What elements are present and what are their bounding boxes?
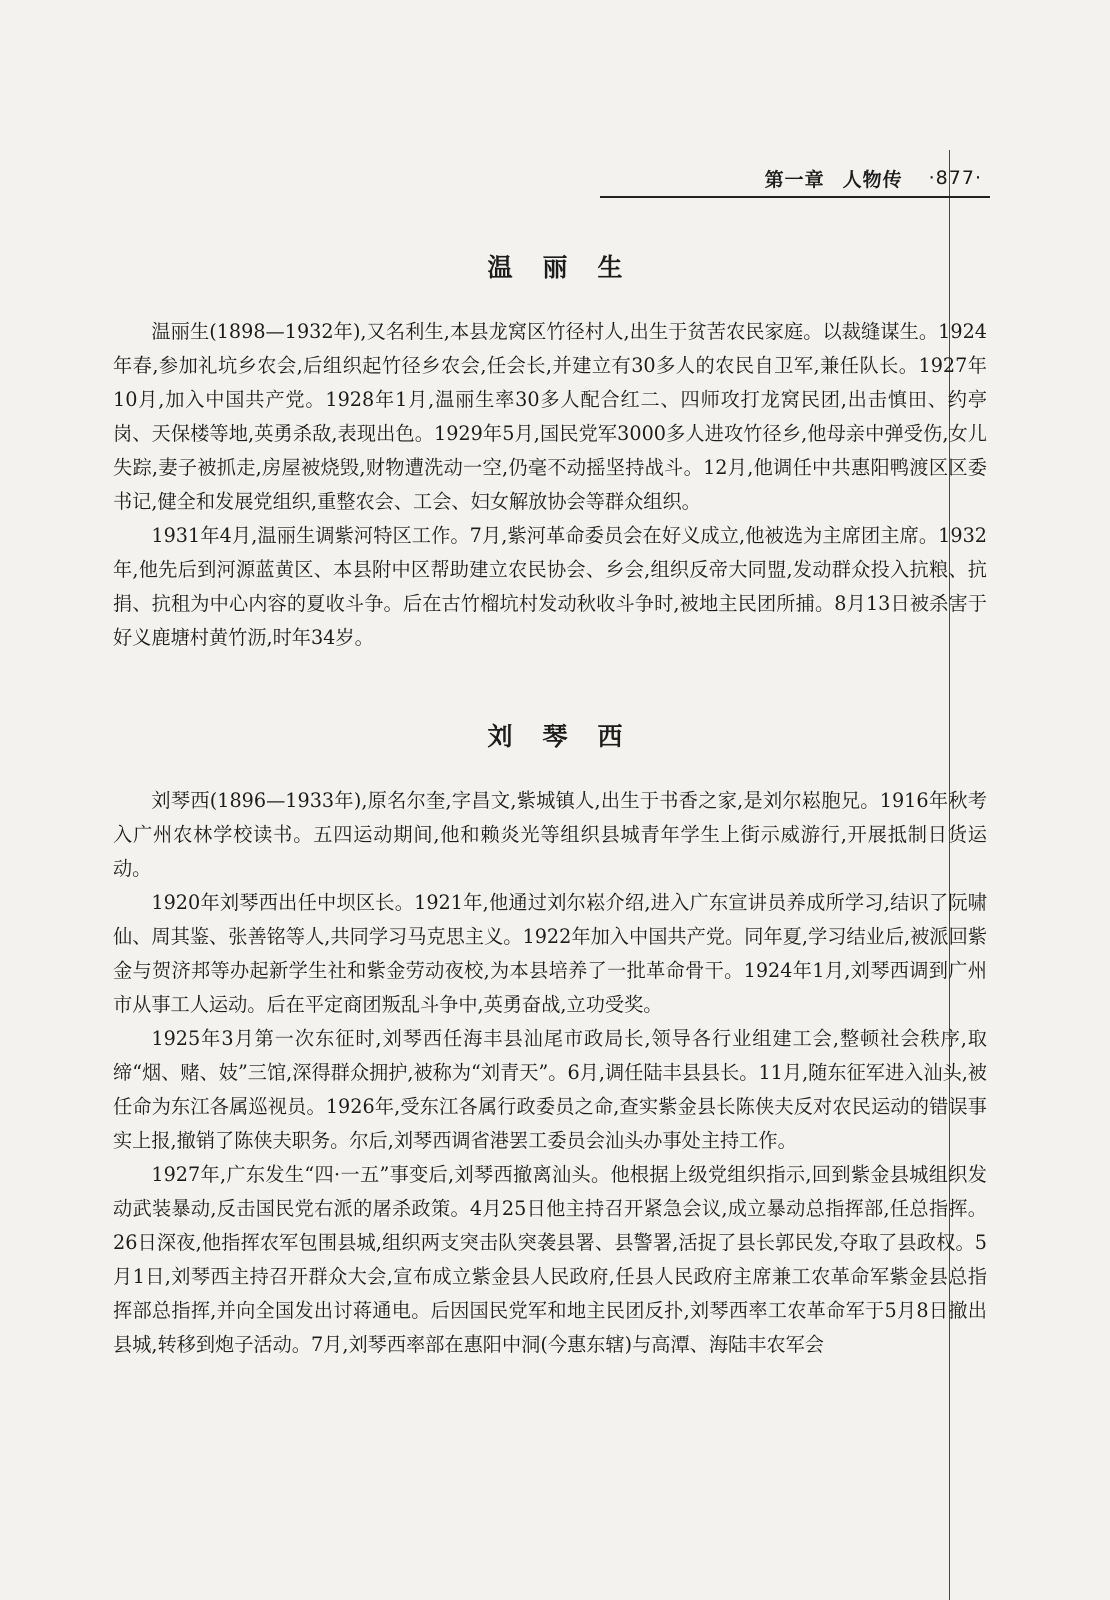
biography-paragraph: 温丽生(1898—1932年),又名利生,本县龙窝区竹径村人,出生于贫苦农民家庭。以裁缝谋生。1924年春,参加礼坑乡农会,后组织起竹径乡农会,任会长,并建立有30多人的农民自卫军,兼任队长。1927年10月,加入中国共产党。1928年1月,温丽生率30多人配合红二、四师攻打龙窝民团,出击慎田、约亭岗、天保楼等地,英勇杀敌,表现出色。1929年5月,国民党军3000多人进攻竹径乡,他母亲中弹受伤,女儿失踪,妻子被抓走,房屋被烧毁,财物遭洗动一空,仍毫不动摇坚持战斗。12月,他调任中共惠阳鸭渡区区委书记,健全和发展党组织,重整农会、工会、妇女解放协会等群众组织。 <box>113 320 987 513</box>
biography-paragraph: 1920年刘琴西出任中坝区长。1921年,他通过刘尔崧介绍,进入广东宣讲员养成所学习,结识了阮啸仙、周其鉴、张善铭等人,共同学习马克思主义。1922年加入中国共产党。同年夏,学习结业后,被派回紫金与贺济邦等办起新学生社和紫金劳动夜校,为本县培养了一批革命骨干。1924年1月,刘琴西调到广州市从事工人运动。后在平定商团叛乱斗争中,英勇奋战,立功受奖。 <box>113 891 987 1016</box>
biography-body <box>113 315 987 655</box>
chapter-label: 第一章 <box>764 168 825 191</box>
biography-title: 温丽生 <box>487 253 653 282</box>
biography-title: 刘琴西 <box>487 722 653 751</box>
section-label: 人物传 <box>842 168 903 191</box>
biography-body <box>113 784 987 1362</box>
running-header <box>600 160 990 198</box>
biography-paragraph: 1927年,广东发生“四·一五”事变后,刘琴西撤离汕头。他根据上级党组织指示,回到紫金县城组织发动武装暴动,反击国民党右派的屠杀政策。4月25日他主持召开紧急会议,成立暴动总指挥部,任总指挥。26日深夜,他指挥农军包围县城,组织两支突击队突袭县署、县警署,活捉了县长郭民发,夺取了县政权。5月1日,刘琴西主持召开群众大会,宣布成立紫金县人民政府,任县人民政府主席兼工农革命军紫金县总指挥部总指挥,并向全国发出讨蒋通电。后因国民党军和地主民团反扑,刘琴西率工农革命军于5月8日撤出县城,转移到炮子活动。7月,刘琴西率部在惠阳中洞(今惠东辖)与高潭、海陆丰农军会 <box>113 1163 987 1356</box>
biography-paragraph: 1931年4月,温丽生调紫河特区工作。7月,紫河革命委员会在好义成立,他被选为主席团主席。1932年,他先后到河源蓝黄区、本县附中区帮助建立农民协会、乡会,组织反帝大同盟,发动群众投入抗粮、抗捐、抗租为中心内容的夏收斗争。后在古竹榴坑村发动秋收斗争时,被地主民团所捕。8月13日被杀害于好义鹿塘村黄竹沥,时年34岁。 <box>113 524 987 649</box>
biography-paragraph: 1925年3月第一次东征时,刘琴西任海丰县汕尾市政局长,领导各行业组建工会,整顿社会秩序,取缔“烟、赌、妓”三馆,深得群众拥护,被称为“刘青天”。6月,调任陆丰县县长。11月,随东征军进入汕头,被任命为东江各属巡视员。1926年,受东江各属行政委员之命,查实紫金县长陈侠夫反对农民运动的错误事实上报,撤销了陈侠夫职务。尔后,刘琴西调省港罢工委员会汕头办事处主持工作。 <box>113 1027 987 1152</box>
biography-paragraph: 刘琴西(1896—1933年),原名尔奎,字昌文,紫城镇人,出生于书香之家,是刘尔崧胞兄。1916年秋考入广州农林学校读书。五四运动期间,他和赖炎光等组织县城青年学生上街示威游行,开展抵制日货运动。 <box>113 789 987 880</box>
page-number: ·877· <box>928 167 982 189</box>
